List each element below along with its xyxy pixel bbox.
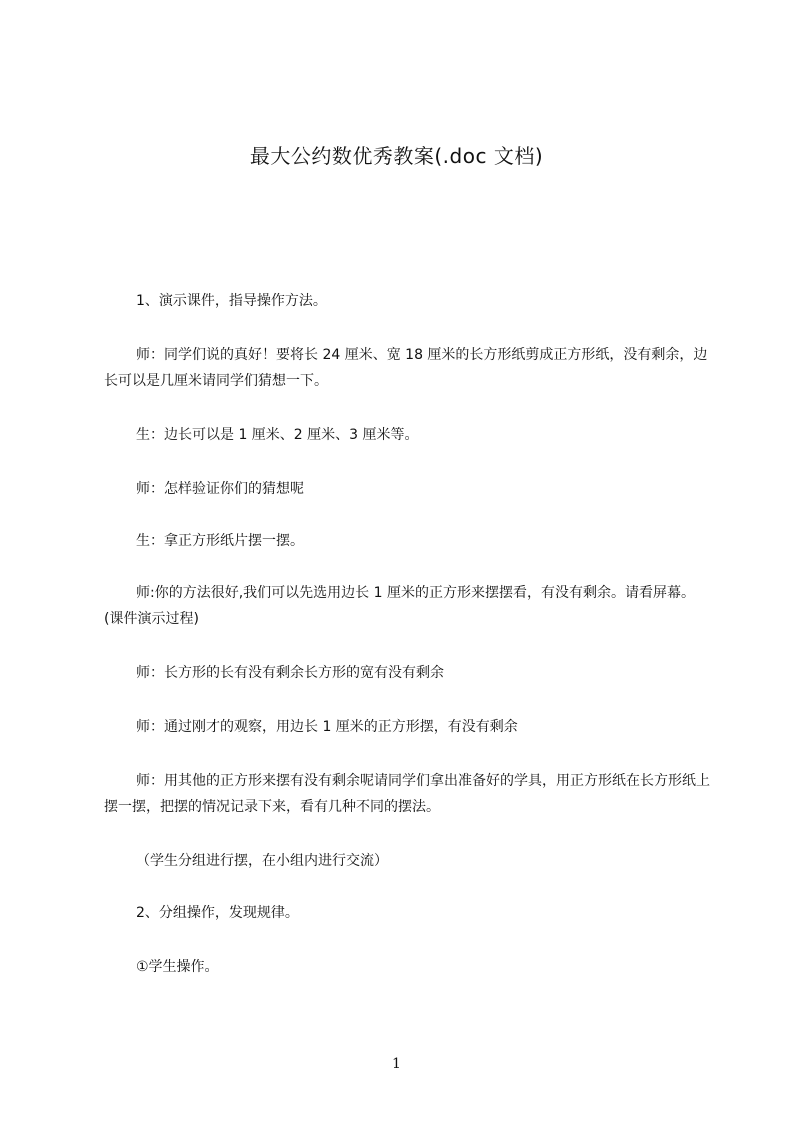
paragraph-9: 师：用其他的正方形来摆有没有剩余呢请同学们拿出准备好的学具，用正方形纸在长方形纸上摆一摆，把摆的情况记录下来，看有几种不同的摆法。 — [104, 773, 710, 815]
paragraph-7: 师：长方形的长有没有剩余长方形的宽有没有剩余 — [136, 665, 444, 681]
paragraph-6: 师:你的方法很好,我们可以先选用边长 1 厘米的正方形来摆摆看，有没有剩余。请看屏幕。(课件演示过程) — [104, 585, 695, 627]
document-title: 最大公约数优秀教案(.doc 文档) — [249, 144, 544, 168]
paragraph-2: 师：同学们说的真好！要将长 24 厘米、宽 18 厘米的长方形纸剪成正方形纸，没有剩余，边长可以是几厘米请同学们猜想一下。 — [104, 347, 708, 389]
paragraph-4: 师：怎样验证你们的猜想呢 — [136, 481, 304, 497]
paragraph-1: 1、演示课件，指导操作方法。 — [136, 293, 327, 309]
paragraph-10: （学生分组进行摆，在小组内进行交流） — [136, 853, 388, 869]
paragraph-11: 2、分组操作，发现规律。 — [136, 905, 299, 921]
paragraph-8: 师：通过刚才的观察，用边长 1 厘米的正方形摆，有没有剩余 — [136, 719, 518, 735]
paragraph-5: 生：拿正方形纸片摆一摆。 — [136, 533, 304, 549]
page-number: 1 — [392, 1056, 401, 1072]
paragraph-12: ①学生操作。 — [136, 959, 219, 975]
paragraph-3: 生：边长可以是 1 厘米、2 厘米、3 厘米等。 — [136, 427, 419, 443]
